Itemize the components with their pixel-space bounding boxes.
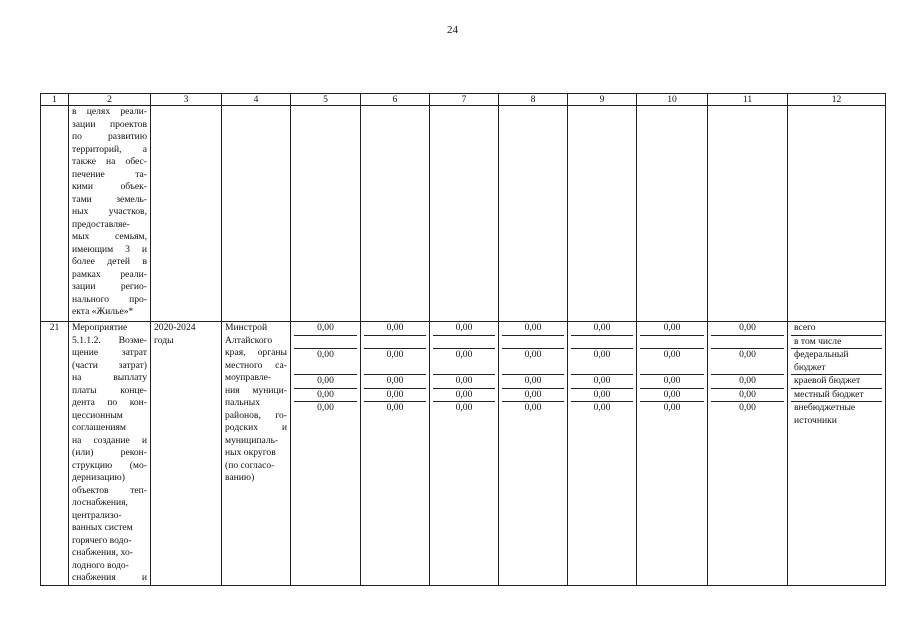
column-header: 2 [69, 94, 151, 106]
column-header: 11 [708, 94, 788, 106]
empty-cell [430, 106, 499, 322]
value-federal: 0,00 [524, 349, 542, 360]
funding-source-cell [788, 322, 886, 586]
value-including-gap [711, 336, 784, 350]
empty-cell [222, 106, 291, 322]
column-header: 7 [430, 94, 499, 106]
row-number-cell: 21 [41, 322, 69, 586]
measure-name-line: снабжения и [72, 572, 147, 583]
value-including-gap [433, 336, 495, 350]
source-total: всего [791, 322, 882, 336]
empty-cell [361, 106, 430, 322]
value-including-gap [571, 336, 633, 350]
empty-cell [499, 106, 568, 322]
measure-name-line: щение затрат [72, 347, 147, 358]
executor-line: (по согласо- [225, 459, 275, 471]
measure-name-line: более детей в [72, 256, 147, 267]
measure-name-line: печение та- [72, 168, 147, 180]
measure-name-line: (части затрат) [72, 359, 147, 371]
value-extrabudgetary: 0,00 [386, 402, 404, 413]
measure-name-line: цессионным [72, 409, 123, 421]
value-including-gap [294, 336, 357, 350]
value-extrabudgetary: 0,00 [739, 402, 756, 413]
measure-name-line: рамках реали- [72, 268, 147, 280]
measure-name-line: ванных систем [72, 522, 133, 533]
measure-name-cell [69, 322, 151, 586]
measure-name-line: Мероприятие [72, 322, 128, 333]
value-total: 0,00 [364, 322, 426, 336]
value-column-6 [361, 322, 430, 586]
empty-cell [788, 106, 886, 322]
value-federal: 0,00 [739, 349, 756, 360]
measure-name-line: мых семьям, [72, 231, 147, 242]
value-total: 0,00 [502, 322, 564, 336]
value-federal-gap [571, 362, 633, 376]
value-regional: 0,00 [711, 375, 784, 389]
measure-name-line: дернизацию) [72, 472, 125, 483]
measure-name-line: нального про- [72, 293, 147, 305]
value-local: 0,00 [433, 389, 495, 403]
column-header: 4 [222, 94, 291, 106]
executor-line: Минстрой [225, 322, 268, 333]
executor-line: пальных [225, 397, 261, 408]
source-regional: краевой бюджет [791, 375, 882, 389]
measure-name-line: кими объек- [72, 181, 147, 192]
value-including-gap [640, 336, 704, 350]
measure-name-line: предоставляе- [72, 218, 130, 230]
column-header: 3 [151, 94, 222, 106]
measure-name-line: (или) рекон- [72, 447, 147, 458]
source-local: местный бюджет [791, 389, 882, 403]
value-federal: 0,00 [663, 349, 681, 360]
value-extrabudgetary: 0,00 [593, 402, 611, 413]
measure-name-line: горячего водо- [72, 534, 132, 546]
value-column-9 [568, 322, 637, 586]
source-extrabudgetary: внебюджетные [794, 402, 856, 413]
column-header: 1 [41, 94, 69, 106]
empty-cell [291, 106, 361, 322]
measure-name-line: лодного водо- [72, 559, 129, 571]
empty-cell [568, 106, 637, 322]
column-header: 9 [568, 94, 637, 106]
measure-name-line: территорий, а [72, 143, 147, 155]
value-extrabudgetary: 0,00 [663, 402, 681, 413]
value-including-gap [502, 336, 564, 350]
value-column-11 [708, 322, 788, 586]
measure-name-line: централизо- [72, 509, 122, 521]
measure-name-cell [69, 106, 151, 322]
column-header: 10 [637, 94, 708, 106]
measure-name-line: соглашениям [72, 422, 126, 433]
measure-name-line: екта «Жилье»* [72, 306, 134, 317]
source-federal-cont: бюджет [791, 362, 882, 376]
period-line: 2020-2024 [154, 322, 196, 333]
value-federal: 0,00 [386, 349, 404, 360]
page-number: 24 [447, 24, 458, 36]
value-federal-gap [433, 362, 495, 376]
table-row-21 [41, 322, 886, 586]
measure-name-line: зации регио- [72, 281, 147, 292]
executor-line: муниципаль- [225, 434, 279, 446]
value-federal: 0,00 [593, 349, 611, 360]
measure-name-line: также на обес- [72, 156, 147, 167]
value-regional: 0,00 [294, 375, 357, 389]
value-federal-gap [364, 362, 426, 376]
value-federal-gap [502, 362, 564, 376]
value-local: 0,00 [502, 389, 564, 403]
measure-name-line: в целях реали- [72, 106, 147, 117]
measure-name-line: зации проектов [72, 118, 147, 130]
value-regional: 0,00 [364, 375, 426, 389]
value-including-gap [364, 336, 426, 350]
column-header: 8 [499, 94, 568, 106]
executor-line: моуправле- [225, 372, 272, 383]
empty-cell [637, 106, 708, 322]
executor-line: ния муници- [225, 384, 287, 396]
value-column-10 [637, 322, 708, 586]
value-regional: 0,00 [571, 375, 633, 389]
value-column-7 [430, 322, 499, 586]
empty-cell [151, 106, 222, 322]
value-federal-gap [711, 362, 784, 376]
period-line: годы [154, 334, 174, 346]
value-extrabudgetary: 0,00 [317, 402, 334, 413]
period-cell [151, 322, 222, 586]
value-regional: 0,00 [502, 375, 564, 389]
executor-cell [222, 322, 291, 586]
value-local: 0,00 [364, 389, 426, 403]
value-total: 0,00 [294, 322, 357, 336]
value-federal-gap [640, 362, 704, 376]
column-header: 12 [788, 94, 886, 106]
value-regional: 0,00 [433, 375, 495, 389]
column-header: 6 [361, 94, 430, 106]
value-federal-gap [294, 362, 357, 376]
executor-line: родских и [225, 422, 287, 433]
measure-name-line: 5.1.1.2. Возме- [72, 334, 147, 346]
row-number-cell [41, 106, 69, 322]
value-extrabudgetary: 0,00 [455, 402, 473, 413]
measure-name-line: на выплату [72, 372, 147, 383]
executor-line: ванию) [225, 472, 255, 483]
empty-cell [708, 106, 788, 322]
measure-name-line: снабжения, хо- [72, 547, 133, 558]
measure-name-line: дента по кон- [72, 397, 147, 408]
value-total: 0,00 [433, 322, 495, 336]
executor-line: местного са- [225, 359, 287, 371]
column-header: 5 [291, 94, 361, 106]
value-regional: 0,00 [640, 375, 704, 389]
measure-name-line: ных участков, [72, 206, 147, 217]
source-extrabudgetary-cont: источники [794, 414, 837, 426]
value-local: 0,00 [294, 389, 357, 403]
measure-name-line: лоснабжения, [72, 497, 128, 508]
value-total: 0,00 [711, 322, 784, 336]
executor-line: края, органы [225, 347, 287, 358]
source-including: в том числе [791, 336, 882, 350]
measure-name-line: на создание и [72, 434, 147, 446]
value-local: 0,00 [571, 389, 633, 403]
value-extrabudgetary: 0,00 [524, 402, 542, 413]
executor-line: ных округов [225, 447, 276, 458]
executor-line: районов, го- [225, 409, 287, 421]
table-row-continued [41, 106, 886, 322]
measure-name-line: тами земель- [72, 193, 147, 205]
value-federal: 0,00 [317, 349, 334, 360]
value-total: 0,00 [571, 322, 633, 336]
measure-name-line: объектов теп- [72, 484, 147, 496]
program-measures-table [40, 93, 886, 586]
value-column-5 [291, 322, 361, 586]
value-total: 0,00 [640, 322, 704, 336]
column-number-row [41, 94, 886, 106]
measure-name-line: имеющим 3 и [72, 243, 147, 255]
measure-name-line: по развитию [72, 131, 147, 142]
measure-name-line: платы конце- [72, 384, 147, 396]
measure-name-line: струкцию (мо- [72, 459, 147, 471]
value-federal: 0,00 [455, 349, 473, 360]
value-local: 0,00 [711, 389, 784, 403]
value-local: 0,00 [640, 389, 704, 403]
value-column-8 [499, 322, 568, 586]
executor-line: Алтайского [225, 334, 273, 346]
source-federal: федеральный [794, 349, 849, 360]
